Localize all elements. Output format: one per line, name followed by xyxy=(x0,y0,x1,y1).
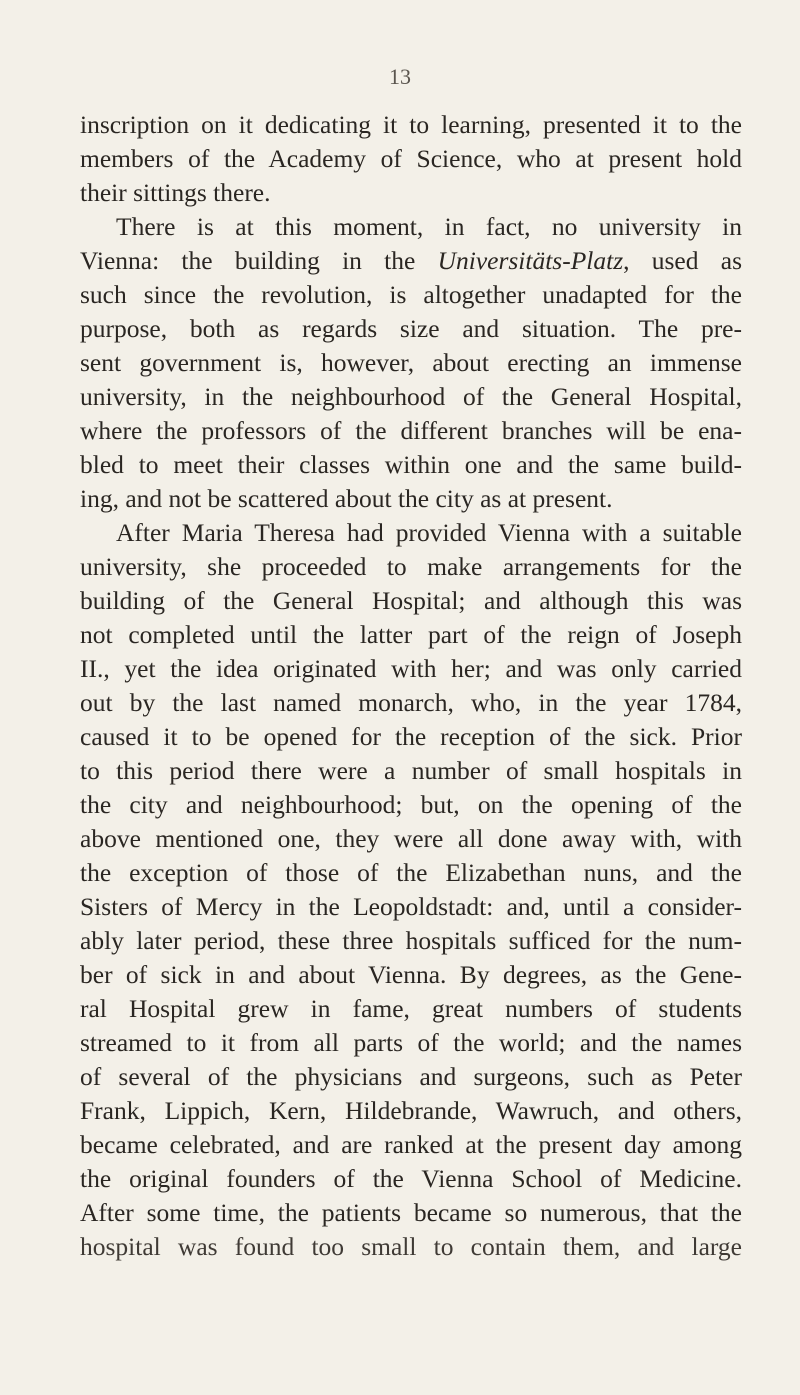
text-line: university, she proceeded to make arrangements for the xyxy=(80,552,742,581)
text-line: the original founders of the Vienna School of Medicine. xyxy=(80,1164,742,1193)
text-line: bled to meet their classes within one and the same build- xyxy=(80,450,742,479)
text-line: Sisters of Mercy in the Leopoldstadt: and, until a consider- xyxy=(80,892,742,921)
text-line: the exception of those of the Elizabethan nuns, and the xyxy=(80,858,742,887)
paragraph-start-line: After Maria Theresa had provided Vienna with a suitable xyxy=(116,518,742,547)
italic-phrase: Universitäts-Platz xyxy=(437,246,624,275)
text-line: purpose, both as regards size and situation. The pre- xyxy=(80,314,742,343)
body-text xyxy=(80,108,742,1264)
text-line: sent government is, however, about erecting an immense xyxy=(80,348,742,377)
text-line: II., yet the idea originated with her; and was only carried xyxy=(80,654,742,683)
text-line: not completed until the latter part of the reign of Joseph xyxy=(80,620,742,649)
text-line: of several of the physicians and surgeons, such as Peter xyxy=(80,1062,742,1091)
text-line: ral Hospital grew in fame, great numbers of students xyxy=(80,994,742,1023)
text-line: caused it to be opened for the reception of the sick. Prior xyxy=(80,722,742,751)
text-line: where the professors of the different branches will be ena- xyxy=(80,416,742,445)
text-line: inscription on it dedicating it to learning, presented it to the xyxy=(80,110,742,139)
text-line: ing, and not be scattered about the city as at present. xyxy=(80,484,613,513)
text-line: building of the General Hospital; and although this was xyxy=(80,586,742,615)
text-line: the city and neighbourhood; but, on the opening of the xyxy=(80,790,742,819)
text-line: ber of sick in and about Vienna. By degrees, as the Gene- xyxy=(80,960,742,989)
text-line: to this period there were a number of small hospitals in xyxy=(80,756,742,785)
text-line: became celebrated, and are ranked at the present day among xyxy=(80,1130,742,1159)
text-line: After some time, the patients became so numerous, that the xyxy=(80,1198,742,1227)
text-line: members of the Academy of Science, who at present hold xyxy=(80,144,742,173)
text-line: above mentioned one, they were all done away with, with xyxy=(80,824,742,853)
text-line: hospital was found too small to contain them, and large xyxy=(80,1232,742,1261)
paragraph-start-line: There is at this moment, in fact, no university in xyxy=(116,212,742,241)
text-line: streamed to it from all parts of the world; and the names xyxy=(80,1028,742,1057)
text-line: such since the revolution, is altogether unadapted for the xyxy=(80,280,742,309)
text-line: out by the last named monarch, who, in the year 1784, xyxy=(80,688,742,717)
text-line: ably later period, these three hospitals sufficed for the num- xyxy=(80,926,742,955)
text-line: Frank, Lippich, Kern, Hildebrande, Wawruch, and others, xyxy=(80,1096,742,1125)
text-line: university, in the neighbourhood of the General Hospital, xyxy=(80,382,742,411)
text-line-with-italic: Vienna: the building in the Universitäts-Platz, used as xyxy=(80,246,742,275)
text-line: their sittings there. xyxy=(80,178,271,207)
page-number: 13 xyxy=(389,64,411,89)
